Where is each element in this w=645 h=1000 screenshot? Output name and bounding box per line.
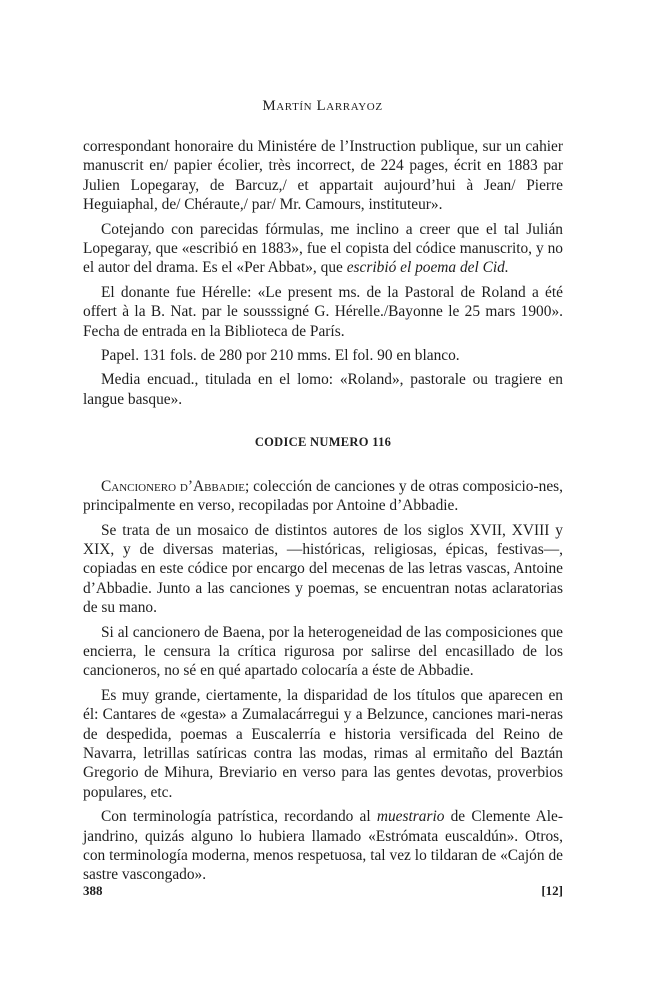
paragraph xyxy=(83,220,563,278)
paragraph-text: Cotejando con parecidas fórmulas, me inclino a creer que el tal Julián Lopegaray, que «escribió en 1883», fue el copista del códice manuscrito, y no el autor del drama. Es el «Per Abbat», que xyxy=(83,220,563,277)
paragraph-text: Con terminología patrística, recordando al xyxy=(101,808,377,826)
paragraph-text: de Clemente Ale-jandrino, quizás alguno lo hubiera llamado «Estrómata euscaldún». Otros, con terminología moderna, menos respetuosa, tal vez lo tildaran de «Cajón de sastre vascongado». xyxy=(83,808,564,884)
paragraph xyxy=(83,807,563,885)
paragraph: correspondant honoraire du Ministére de l’Instruction publique, sur un cahier manuscrit en/ papier écolier, très incorrect, de 224 pages, écrit en 1883 par Julien Lopegaray, de Barcuz,/ et appartait aujourd’hui à Jean/ Pierre Heguiaphal, de/ Chéraute,/ par/ Mr. Camours, instituteur». xyxy=(83,138,563,214)
paragraph: Si al cancionero de Baena, por la heterogeneidad de las composiciones que encierra, le censura la crítica rigurosa por salirse del encasillado de los cancioneros, no sé en qué apartado colocaría a éste de Abbadie. xyxy=(83,623,563,680)
italic-phrase: escribió el poema del Cid. xyxy=(346,259,509,277)
body-text xyxy=(83,137,563,890)
running-title: Martín Larrayoz xyxy=(262,98,383,114)
paragraph-text: colección de canciones y de otras composicio-nes, principalmente en verso, recopiladas por Antoine d’Abbadie. xyxy=(83,477,563,515)
cancionero-label: Cancionero d’Abbadie; xyxy=(101,477,250,495)
paragraph: Media encuad., titulada en el lomo: «Roland», pastorale ou tragiere en langue basque». xyxy=(83,371,563,408)
paragraph: El donante fue Hérelle: «Le present ms. de la Pastoral de Roland a été offert à la B. Nat. par le sousssigné G. Hérelle./Bayonne le 25 mars 1900». Fecha de entrada en la Biblioteca de París. xyxy=(83,283,563,340)
paragraph: Es muy grande, ciertamente, la disparidad de los títulos que aparecen en él: Cantares de «gesta» a Zumalacárregui y a Belzunce, canciones mari-neras de despedida, poemas a Euscalerría e historia versificada del Reino de Navarra, letrillas satíricas contra las modas, rimas al ermitaño del Baztán Gregorio de Mihura, Breviario en verso para las gentes devotas, proverbios populares, etc. xyxy=(83,686,563,801)
paragraph xyxy=(83,477,563,516)
page-number: 388 xyxy=(83,883,103,898)
running-header xyxy=(0,98,645,115)
paragraph: Se trata de un mosaico de distintos autores de los siglos XVII, XVIII y XIX, y de diversas materias, —históricas, religiosas, épicas, festivas—, copiadas en este códice por encargo del mecenas de las letras vascas, Antoine d’Abbadie. Junto a las canciones y poemas, se encuentran notas aclaratorias de su mano. xyxy=(83,521,563,617)
italic-word: muestrario xyxy=(376,808,445,826)
bracket-number: [12] xyxy=(541,883,563,898)
section-title: CODICE NUMERO 116 xyxy=(254,435,392,450)
paragraph: Papel. 131 fols. de 280 por 210 mms. El fol. 90 en blanco. xyxy=(101,347,460,365)
